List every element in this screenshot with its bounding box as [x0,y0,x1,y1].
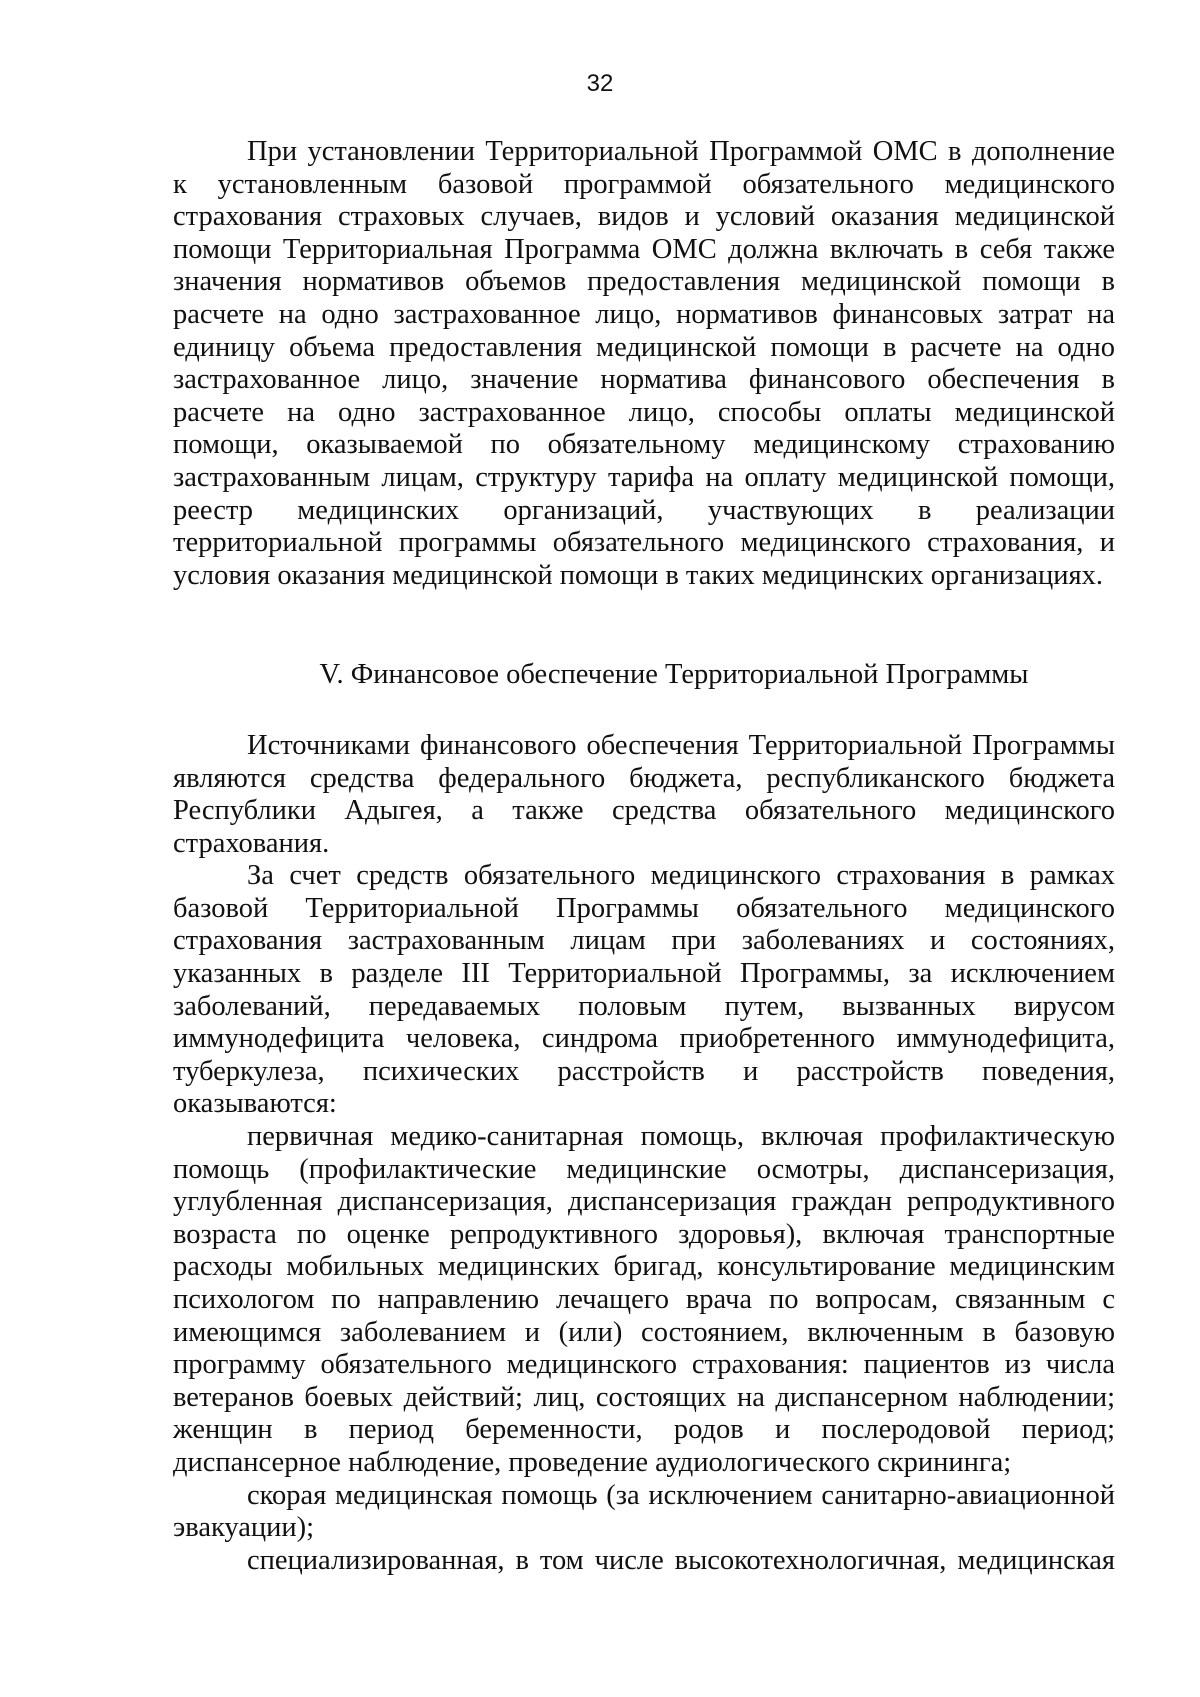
paragraph-specialized-care: специализированная, в том числе высокотехнологичная, медицинская [247,1544,1115,1576]
paragraph-funding-sources: Источниками финансового обеспечения Территориальной Программы являются средства федерального бюджета, республиканского бюджета Республики Адыгея, а также средства обязательного медицинского страхования. [173,729,1115,859]
document-body [173,136,1115,1577]
paragraph-oms-requirements: При установлении Территориальной Программой ОМС в дополнение к установленным базовой программой обязательного медицинского страхования страховых случаев, видов и условий оказания медицинской помощи Территориальная Программа ОМС должна включать в себя также значения нормативов объемов предоставления медицинской помощи в расчете на одно застрахованное лицо, нормативов финансовых затрат на единицу объема предоставления медицинской помощи в расчете на одно застрахованное лицо, значение норматива финансового обеспечения в расчете на одно застрахованное лицо, способы оплаты медицинской помощи, оказываемой по обязательному медицинскому страхованию застрахованным лицам, структуру тарифа на оплату медицинской помощи, реестр медицинских организаций, участвующих в реализации территориальной программы обязательного медицинского страхования, и условия оказания медицинской помощи в таких медицинских организациях. [173,136,1115,591]
page-number: 32 [586,70,614,97]
paragraph-primary-care: первичная медико-санитарная помощь, включая профилактическую помощь (профилактические медицинские осмотры, диспансеризация, углубленная диспансеризация, диспансеризация граждан репродуктивного возраста по оценке репродуктивного здоровья), включая транспортные расходы мобильных медицинских бригад, консультирование медицинским психологом по направлению лечащего врача по вопросам, связанным с имеющимся заболеванием и (или) состоянием, включенным в базовую программу обязательного медицинского страхования: пациентов из числа ветеранов боевых действий; лиц, состоящих на диспансерном наблюдении; женщин в период беременности, родов и послеродовой период; диспансерное наблюдение, проведение аудиологического скрининга; [173,1121,1115,1478]
section-heading: V. Финансовое обеспечение Территориальной Программы [319,659,1029,691]
paragraph-oms-coverage: За счет средств обязательного медицинского страхования в рамках базовой Территориальной Программы обязательного медицинского страхования застрахованным лицам при заболеваниях и состояниях, указанных в разделе III Территориальной Программы, за исключением заболеваний, передаваемых половым путем, вызванных вирусом иммунодефицита человека, синдрома приобретенного иммунодефицита, туберкулеза, психических расстройств и расстройств поведения, оказываются: [173,860,1115,1120]
paragraph-emergency-care: скорая медицинская помощь (за исключением санитарно-авиационной эвакуации); [173,1479,1115,1544]
